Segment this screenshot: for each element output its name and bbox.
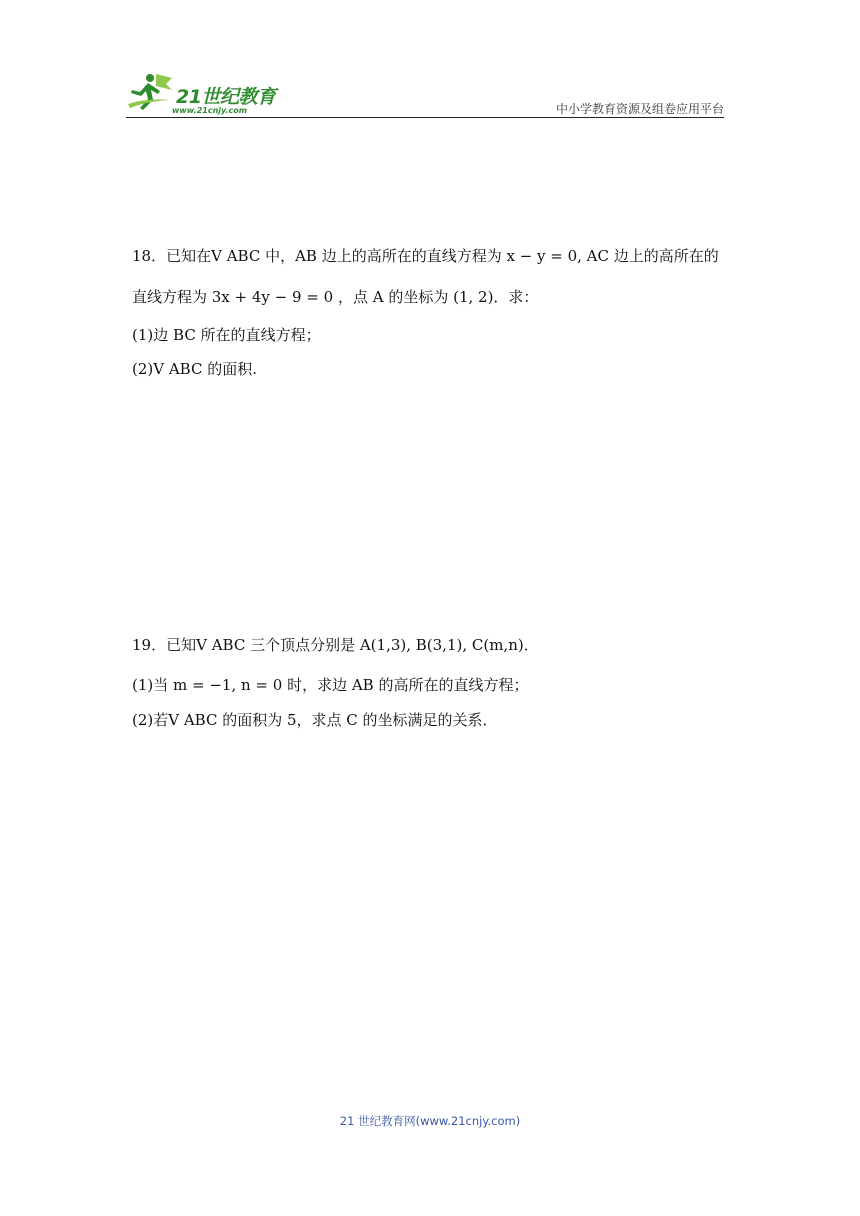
logo-url: www.21cnjy.com	[172, 106, 248, 115]
site-logo[interactable]	[126, 70, 296, 114]
q18-line2: 直线方程为 3x + 4y − 9 = 0 ，点 A 的坐标为 (1, 2)．求：	[132, 288, 539, 306]
runner-logo-icon	[126, 70, 176, 114]
header-divider	[126, 117, 724, 118]
q18-part2: (2)V ABC 的面积.	[132, 360, 257, 378]
header-tagline: 中小学教育资源及组卷应用平台	[555, 102, 724, 116]
page-header	[126, 66, 724, 118]
q19-line1: 19．已知V ABC 三个顶点分别是 A(1,3), B(3,1), C(m,n)．	[132, 636, 539, 654]
q19-part2: (2)若V ABC 的面积为 5，求点 C 的坐标满足的关系．	[132, 711, 498, 729]
q18-part1: (1)边 BC 所在的直线方程；	[132, 326, 321, 344]
logo-text: 21世纪教育	[176, 86, 276, 108]
q19-part1: (1)当 m = −1, n = 0 时，求边 AB 的高所在的直线方程；	[132, 676, 529, 694]
footer-link[interactable]: 21 世纪教育网(www.21cnjy.com)	[339, 1114, 521, 1128]
q18-line1: 18．已知在V ABC 中，AB 边上的高所在的直线方程为 x − y = 0, AC 边上的高所在的	[132, 247, 719, 265]
